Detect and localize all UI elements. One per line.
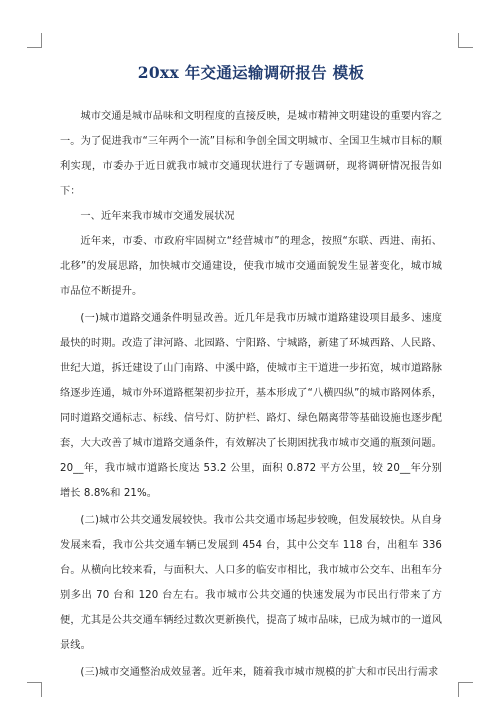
paragraph-road-conditions: (一)城市道路交通条件明显改善。近几年是我市历城市道路建设项目最多、速度最快的时期。改造了津河路、北园路、宁阳路、宁城路，新建了环城西路、人民路、世纪大道，拆迁建设了山门南路、中溪中路，使城市主干道进一步拓宽，城市道路脉络逐步连通，城市外环道路框架初步拉开，基本形成了“八横四纵”的城市路网体系，同时道路交通标志、标线、信号灯、防护栏、路灯、绿色隔离带等基础设施也逐步配套，大大改善了城市道路交通条件，有效解决了长期困扰我市城市交通的瓶颈问题。20__年，我市城市道路长度达 53.2 公里，面积 0.872 平方公里，较 20__年分别增长 8.8%和 21%。 — [60, 313, 442, 499]
section-heading-development: 一、近年来我市城市交通发展状况 — [80, 211, 235, 222]
document-title: 20xx 年交通运输调研报告 模板 — [137, 63, 365, 82]
document-page — [60, 58, 442, 685]
paragraph-public-transport: (二)城市公共交通发展较快。我市公共交通市场起步较晚，但发展较快。从自身发展来看，我市公共交通车辆已发展到 454 台，其中公交车 118 台，出租车 336 台。从横向比较来看，与面积大、人口多的临安市相比，我市城市公交车、出租车分别多出 70 台和 120 台左右。我市城市公共交通的快速发展为市民出行带来了方便，尤其是公共交通车辆经过数次更新换代，提高了城市品味，已成为城市的一道风景线。 — [60, 515, 442, 651]
crop-mark-bottom-right — [458, 682, 473, 697]
paragraph-recent-years: 近年来，市委、市政府牢固树立“经营城市”的理念，按照“东联、西进、南拓、北移”的发展思路，加快城市交通建设，使我市城市交通面貌发生显著变化，城市城市品位不断提升。 — [60, 236, 442, 297]
crop-mark-top-left — [27, 33, 42, 48]
intro-paragraph: 城市交通是城市品味和文明程度的直接反映，是城市精神文明建设的重要内容之一。为了促进我市“三年两个一流”目标和争创全国文明城市、全国卫生城市目标的顺利实现，市委办于近日就我市城市交通现状进行了专题调研，现将调研情况报告如下： — [60, 111, 442, 197]
crop-mark-top-right — [458, 33, 473, 48]
crop-mark-bottom-left — [27, 682, 42, 697]
paragraph-traffic-rectification: (三)城市交通整治成效显著。近年来，随着我市城市规模的扩大和市民出行需求 — [80, 667, 439, 678]
